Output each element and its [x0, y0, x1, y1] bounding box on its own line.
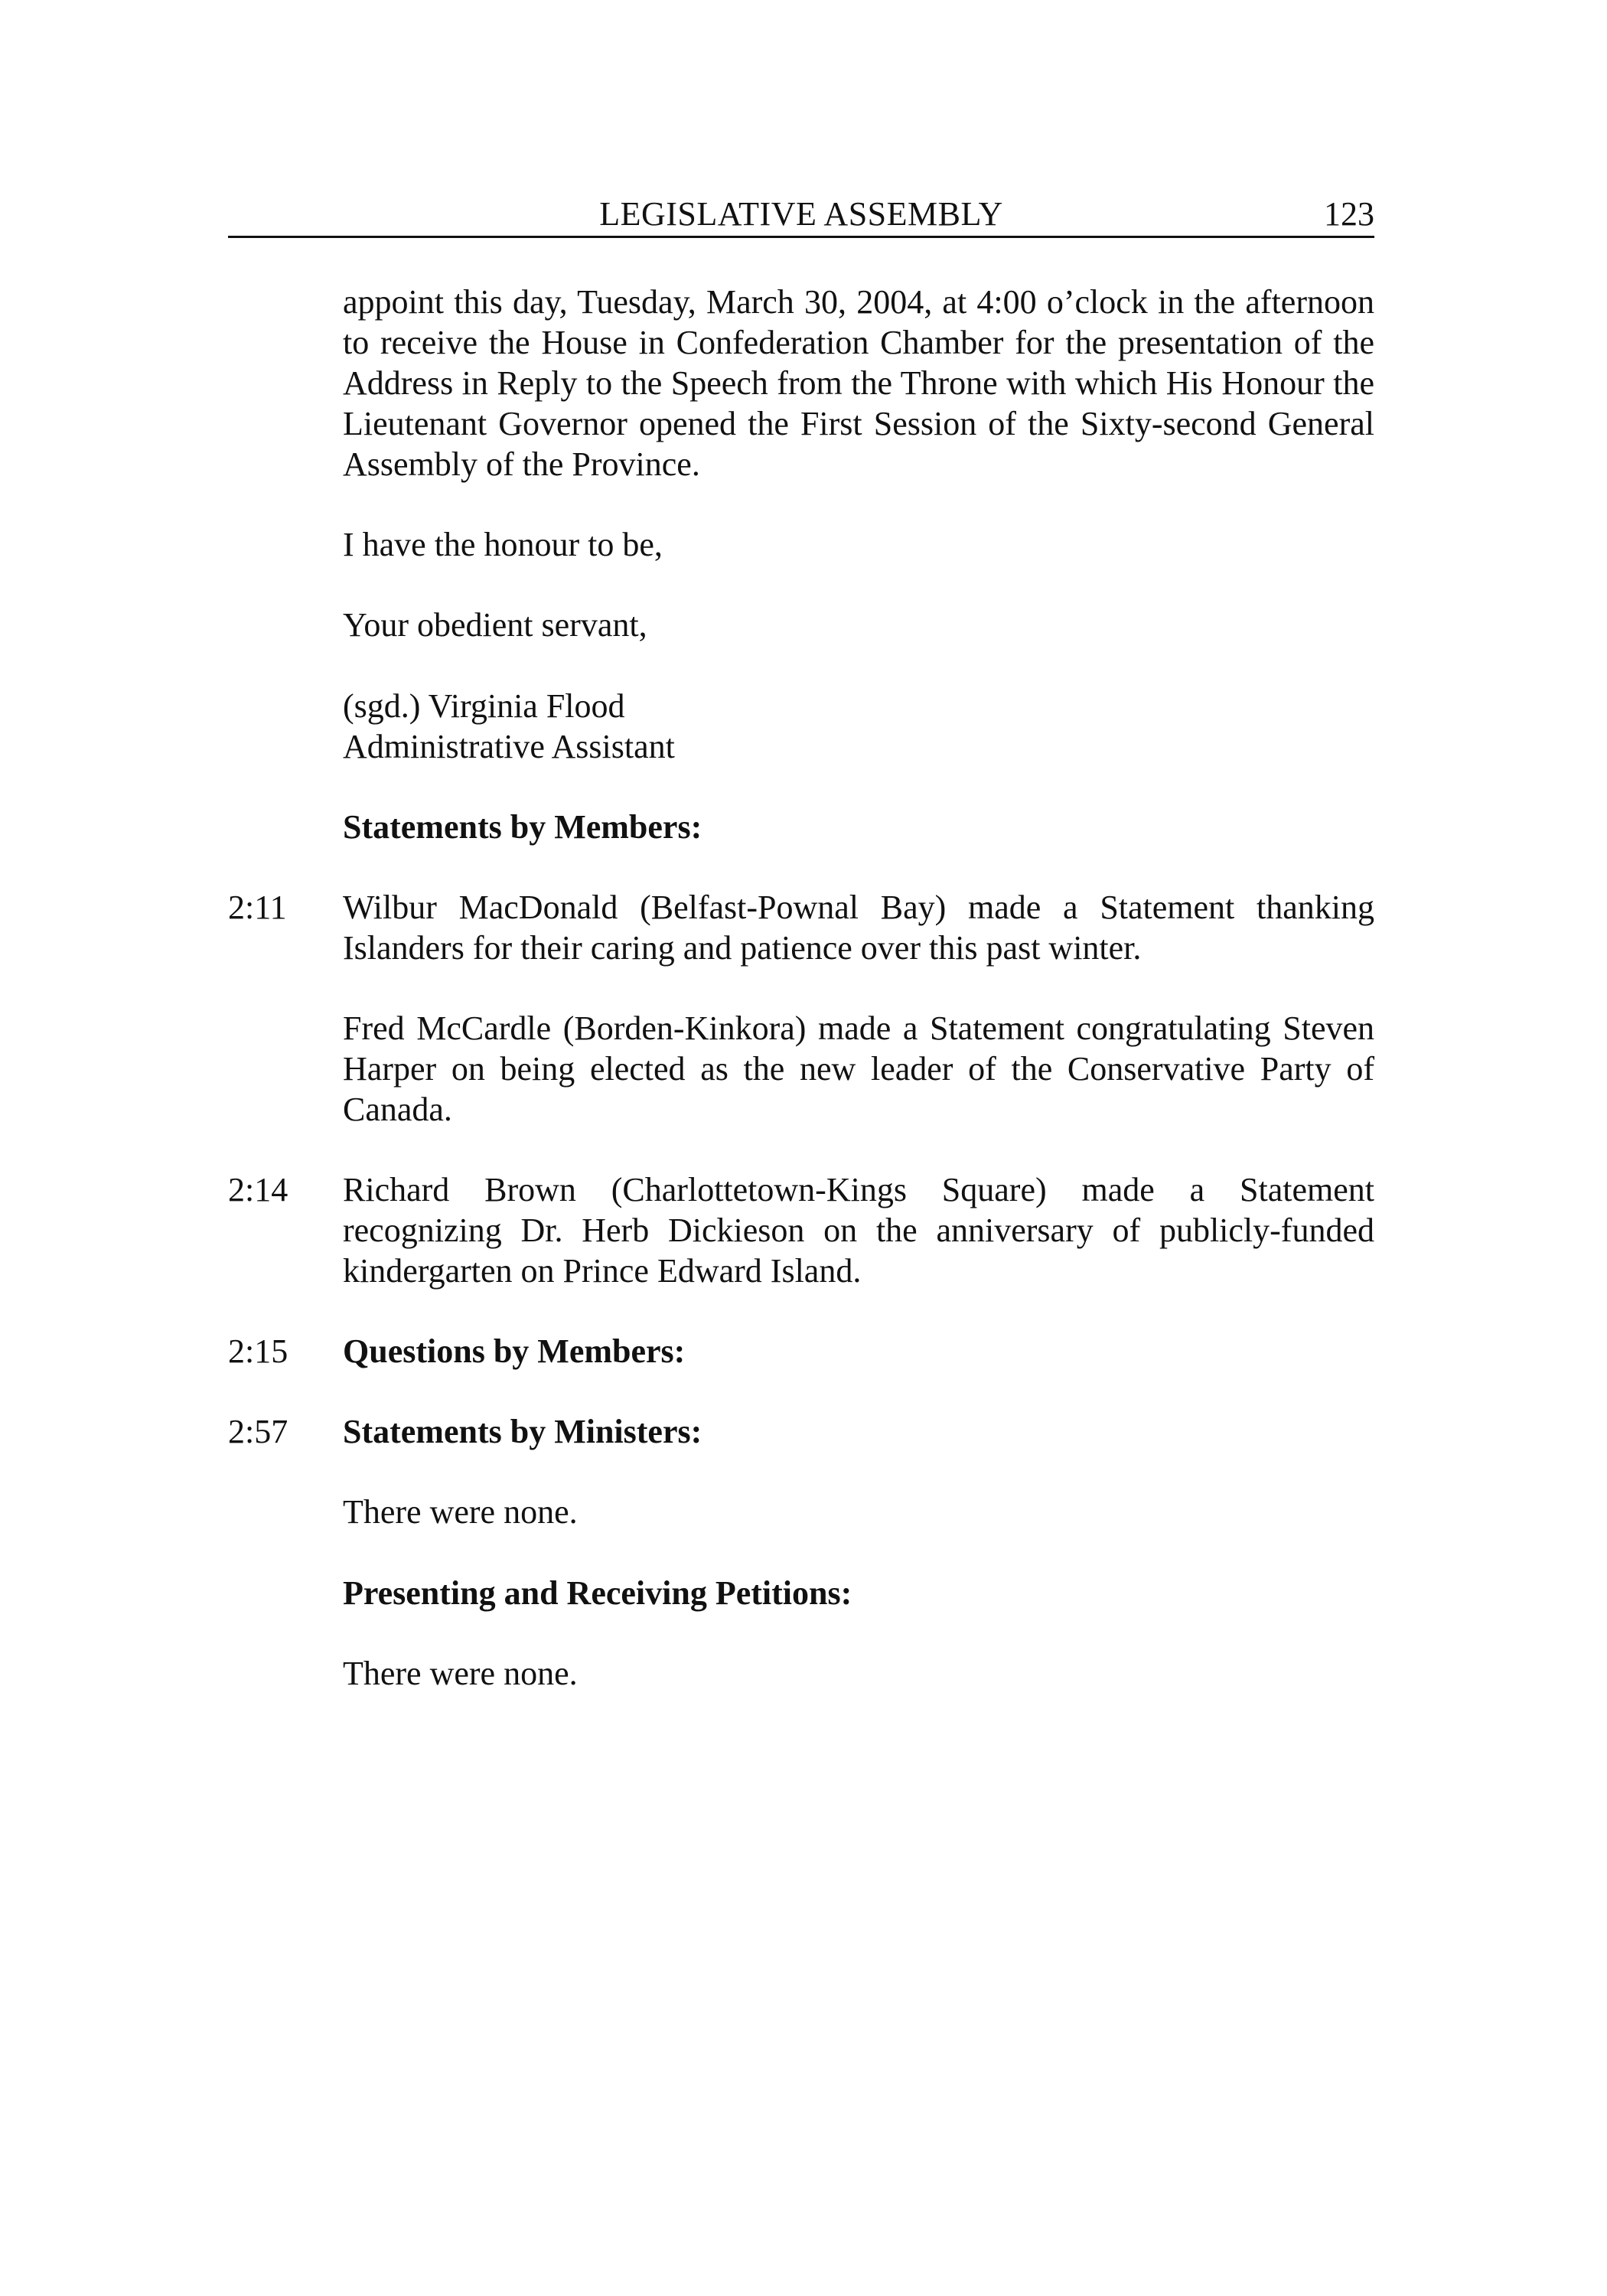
petitions-note: There were none. [343, 1655, 578, 1692]
statement-entry: Wilbur MacDonald (Belfast-Pownal Bay) made a Statement thanking Islanders for their caring and patience over this past winter. [343, 889, 1374, 967]
section-heading-statements-by-ministers: Statements by Ministers: [343, 1413, 702, 1450]
signature-name: (sgd.) Virginia Flood [343, 687, 625, 725]
entry-time: 2:57 [228, 1413, 288, 1450]
entry-time: 2:14 [228, 1171, 288, 1208]
section-heading-petitions: Presenting and Receiving Petitions: [343, 1574, 852, 1612]
running-header [228, 193, 1374, 238]
page-number: 123 [1324, 195, 1374, 233]
section-heading-statements-by-members: Statements by Members: [343, 808, 702, 846]
ministers-statement-note: There were none. [343, 1493, 578, 1531]
entry-time: 2:11 [228, 889, 287, 926]
letter-complimentary-close: Your obedient servant, [343, 606, 647, 644]
running-title: LEGISLATIVE ASSEMBLY [599, 195, 1003, 233]
entry-time: 2:15 [228, 1332, 288, 1370]
signature-title: Administrative Assistant [343, 728, 675, 765]
statement-entry: Fred McCardle (Borden-Kinkora) made a Statement congratulating Steven Harper on being elected as the new leader of the Conservative Party of Canada. [343, 1009, 1374, 1128]
statement-entry: Richard Brown (Charlottetown-Kings Square) made a Statement recognizing Dr. Herb Dickieson on the anniversary of publicly-funded kindergarten on Prince Edward Island. [343, 1171, 1374, 1290]
letter-body: appoint this day, Tuesday, March 30, 2004, at 4:00 o’clock in the afternoon to receive the House in Confederation Chamber for the presentation of the Address in Reply to the Speech from the Throne with which His Honour the Lieutenant Governor opened the First Session of the Sixty-second General Assembly of the Province. [343, 283, 1374, 483]
section-heading-questions-by-members: Questions by Members: [343, 1332, 686, 1370]
letter-closing: I have the honour to be, [343, 526, 663, 563]
